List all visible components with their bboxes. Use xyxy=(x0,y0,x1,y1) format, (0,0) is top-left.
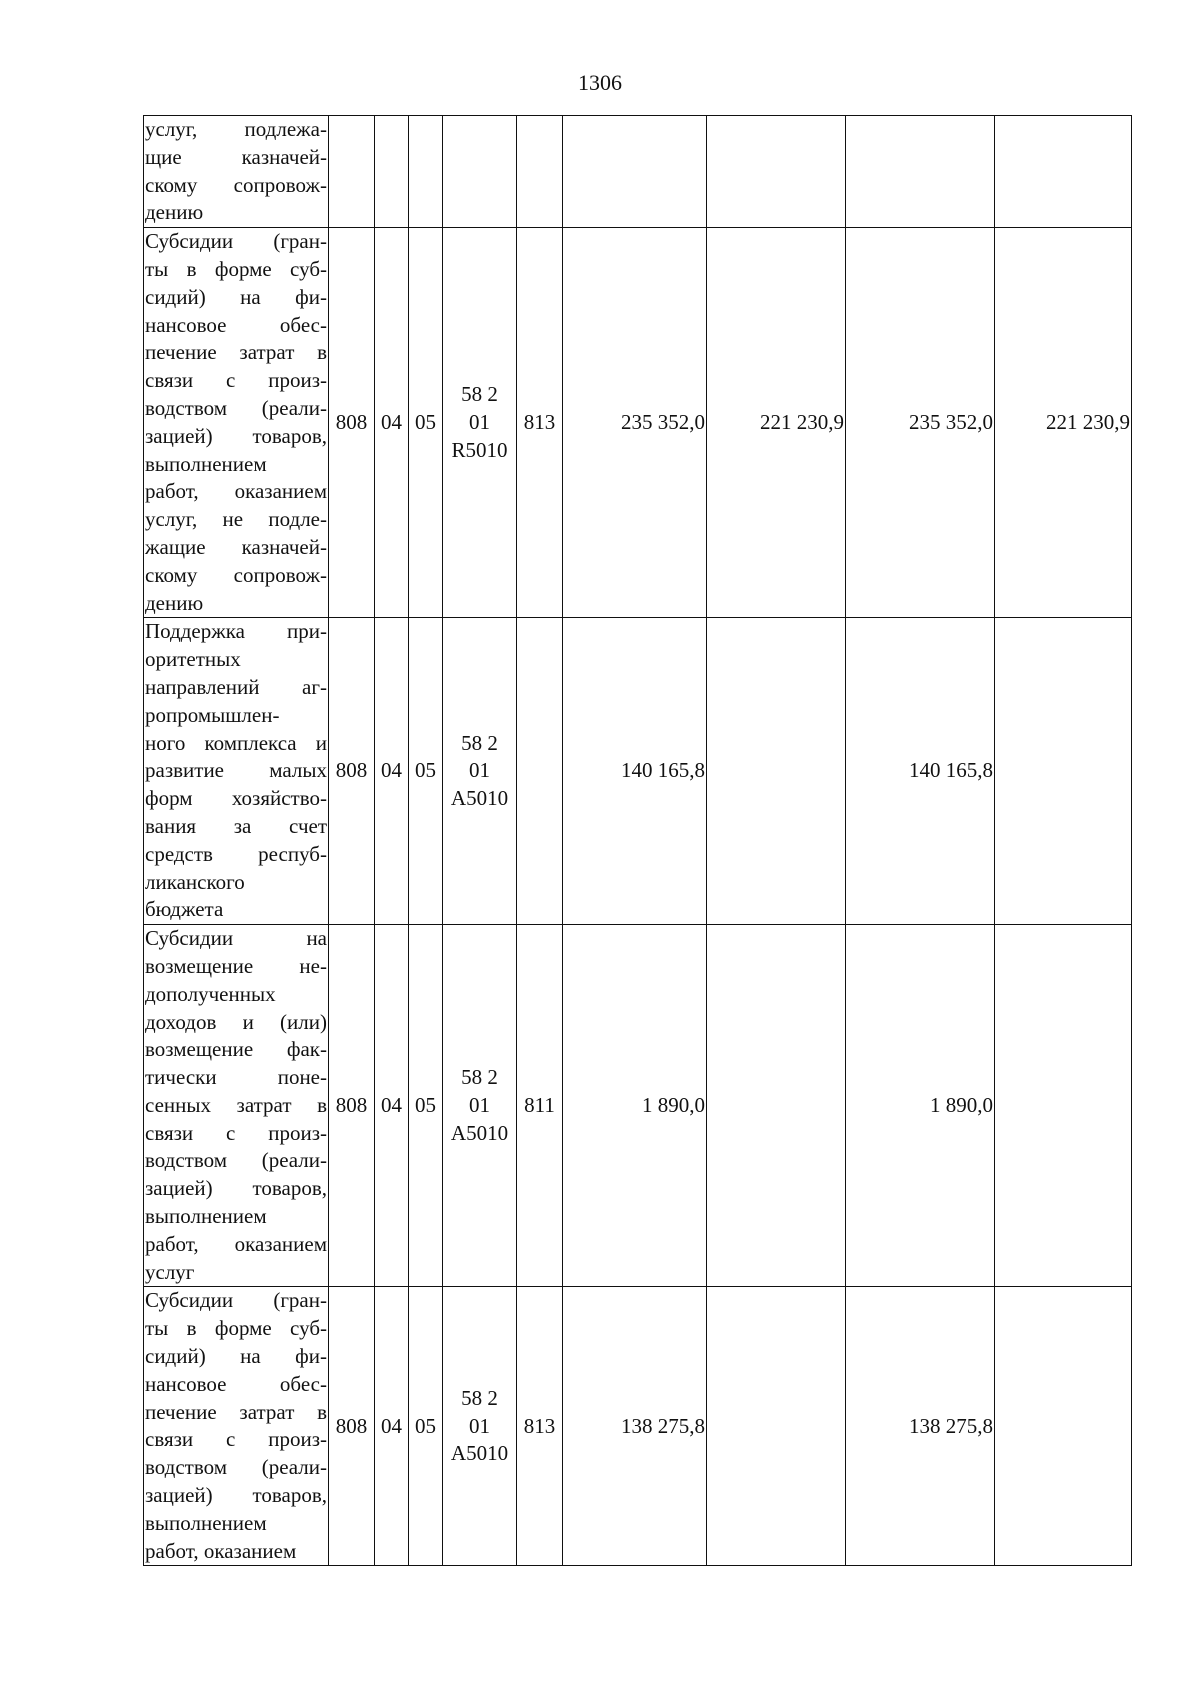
cell-rz xyxy=(375,116,409,228)
cell-gl: 808 xyxy=(329,618,375,925)
cell-target-code xyxy=(443,228,517,618)
cell-name xyxy=(144,116,329,228)
cell-amount-4: 221 230,9 xyxy=(995,228,1132,618)
name-line: развитие малых xyxy=(145,758,327,783)
name-line: нансовое обес- xyxy=(145,1371,327,1396)
cell-gl: 808 xyxy=(329,1287,375,1566)
name-line: форм хозяйство- xyxy=(145,786,327,811)
target-code-part: А5010 xyxy=(450,1120,509,1145)
name-line: работ, оказанием xyxy=(145,1538,297,1563)
cell-amount-2 xyxy=(707,116,846,228)
cell-name xyxy=(144,925,329,1287)
cell-amount-2 xyxy=(707,1287,846,1566)
page-number: 1306 xyxy=(578,70,622,95)
cell-vr: 813 xyxy=(517,1287,563,1566)
cell-amount-1: 140 165,8 xyxy=(563,618,707,925)
cell-pr: 05 xyxy=(409,1287,443,1566)
cell-amount-4 xyxy=(995,116,1132,228)
name-line: жащие казначей- xyxy=(145,534,327,559)
cell-pr: 05 xyxy=(409,228,443,618)
cell-amount-4 xyxy=(995,1287,1132,1566)
name-line: ты в форме суб- xyxy=(145,1316,327,1341)
target-code-part: 01 xyxy=(469,1092,490,1117)
name-line: услуг, не подле- xyxy=(145,507,327,532)
name-line: оритетных xyxy=(145,647,241,672)
cell-pr xyxy=(409,116,443,228)
target-code-part: 01 xyxy=(469,758,490,783)
name-line: печение затрат в xyxy=(145,340,327,365)
name-line: ного комплекса и xyxy=(145,730,327,755)
cell-rz: 04 xyxy=(375,925,409,1287)
table-row xyxy=(144,116,1132,228)
cell-amount-2 xyxy=(707,925,846,1287)
name-line: скому сопровож- xyxy=(145,562,327,587)
cell-pr: 05 xyxy=(409,925,443,1287)
table-row xyxy=(144,228,1132,618)
cell-gl xyxy=(329,116,375,228)
name-line: дению xyxy=(145,200,204,225)
name-line: связи с произ- xyxy=(145,1427,327,1452)
cell-amount-3 xyxy=(846,116,995,228)
cell-amount-4 xyxy=(995,925,1132,1287)
cell-vr: 811 xyxy=(517,925,563,1287)
target-code-part: R5010 xyxy=(451,437,508,462)
cell-amount-1 xyxy=(563,116,707,228)
target-code-part: 01 xyxy=(469,409,490,434)
cell-gl: 808 xyxy=(329,925,375,1287)
name-line: услуг xyxy=(145,1259,195,1284)
name-line: работ, оказанием xyxy=(145,479,327,504)
cell-rz: 04 xyxy=(375,1287,409,1566)
cell-name xyxy=(144,1287,329,1566)
name-line: вания за счет xyxy=(145,813,327,838)
cell-amount-3: 1 890,0 xyxy=(846,925,995,1287)
name-line: выполнением xyxy=(145,1510,267,1535)
name-line: связи с произ- xyxy=(145,368,327,393)
name-line: сенных затрат в xyxy=(145,1092,327,1117)
cell-target-code xyxy=(443,116,517,228)
name-line: работ, оказанием xyxy=(145,1231,327,1256)
budget-table xyxy=(143,115,1132,1566)
cell-target-code xyxy=(443,1287,517,1566)
cell-amount-1: 138 275,8 xyxy=(563,1287,707,1566)
cell-amount-3: 138 275,8 xyxy=(846,1287,995,1566)
cell-rz: 04 xyxy=(375,618,409,925)
cell-name xyxy=(144,618,329,925)
cell-name xyxy=(144,228,329,618)
cell-vr xyxy=(517,116,563,228)
name-line: ропромышлен- xyxy=(145,702,280,727)
cell-target-code xyxy=(443,925,517,1287)
cell-vr xyxy=(517,618,563,925)
table-row xyxy=(144,618,1132,925)
cell-amount-3: 235 352,0 xyxy=(846,228,995,618)
name-line: зацией) товаров, xyxy=(145,1176,327,1201)
name-line: дополученных xyxy=(145,981,276,1006)
cell-vr: 813 xyxy=(517,228,563,618)
target-code-part: 58 2 xyxy=(461,730,498,755)
name-line: Субсидии на xyxy=(145,926,327,951)
name-line: ликанского xyxy=(145,869,245,894)
target-code-part: 58 2 xyxy=(461,1385,498,1410)
cell-amount-2: 221 230,9 xyxy=(707,228,846,618)
table-row xyxy=(144,925,1132,1287)
name-line: щие казначей- xyxy=(145,144,327,169)
cell-amount-4 xyxy=(995,618,1132,925)
cell-amount-3: 140 165,8 xyxy=(846,618,995,925)
name-line: возмещение не- xyxy=(145,953,327,978)
cell-amount-1: 235 352,0 xyxy=(563,228,707,618)
name-line: ты в форме суб- xyxy=(145,256,327,281)
target-code-part: А5010 xyxy=(450,1441,509,1466)
cell-rz: 04 xyxy=(375,228,409,618)
name-line: бюджета xyxy=(145,897,224,922)
name-line: Субсидии (гран- xyxy=(145,1288,327,1313)
target-code-part: 58 2 xyxy=(461,1065,498,1090)
target-code-part: 58 2 xyxy=(461,382,498,407)
cell-pr: 05 xyxy=(409,618,443,925)
name-line: услуг, подлежа- xyxy=(145,117,327,141)
table-row xyxy=(144,1287,1132,1566)
cell-amount-2 xyxy=(707,618,846,925)
name-line: связи с произ- xyxy=(145,1120,327,1145)
name-line: нансовое обес- xyxy=(145,312,327,337)
name-line: сидий) на фи- xyxy=(145,284,327,309)
name-line: водством (реали- xyxy=(145,1148,327,1173)
name-line: выполнением xyxy=(145,1204,267,1229)
name-line: Поддержка при- xyxy=(145,619,327,644)
name-line: Субсидии (гран- xyxy=(145,229,327,254)
name-line: зацией) товаров, xyxy=(145,1483,327,1508)
cell-gl: 808 xyxy=(329,228,375,618)
target-code-part: 01 xyxy=(469,1413,490,1438)
name-line: водством (реали- xyxy=(145,395,327,420)
name-line: возмещение фак- xyxy=(145,1037,327,1062)
name-line: печение затрат в xyxy=(145,1399,327,1424)
name-line: тически поне- xyxy=(145,1065,327,1090)
target-code-part: А5010 xyxy=(450,786,509,811)
name-line: сидий) на фи- xyxy=(145,1344,327,1369)
name-line: доходов и (или) xyxy=(145,1009,327,1034)
name-line: направлений аг- xyxy=(145,674,327,699)
name-line: зацией) товаров, xyxy=(145,423,327,448)
name-line: водством (реали- xyxy=(145,1455,327,1480)
name-line: дению xyxy=(145,590,204,615)
name-line: выполнением xyxy=(145,451,267,476)
cell-amount-1: 1 890,0 xyxy=(563,925,707,1287)
name-line: скому сопровож- xyxy=(145,172,327,197)
name-line: средств респуб- xyxy=(145,841,327,866)
cell-target-code xyxy=(443,618,517,925)
